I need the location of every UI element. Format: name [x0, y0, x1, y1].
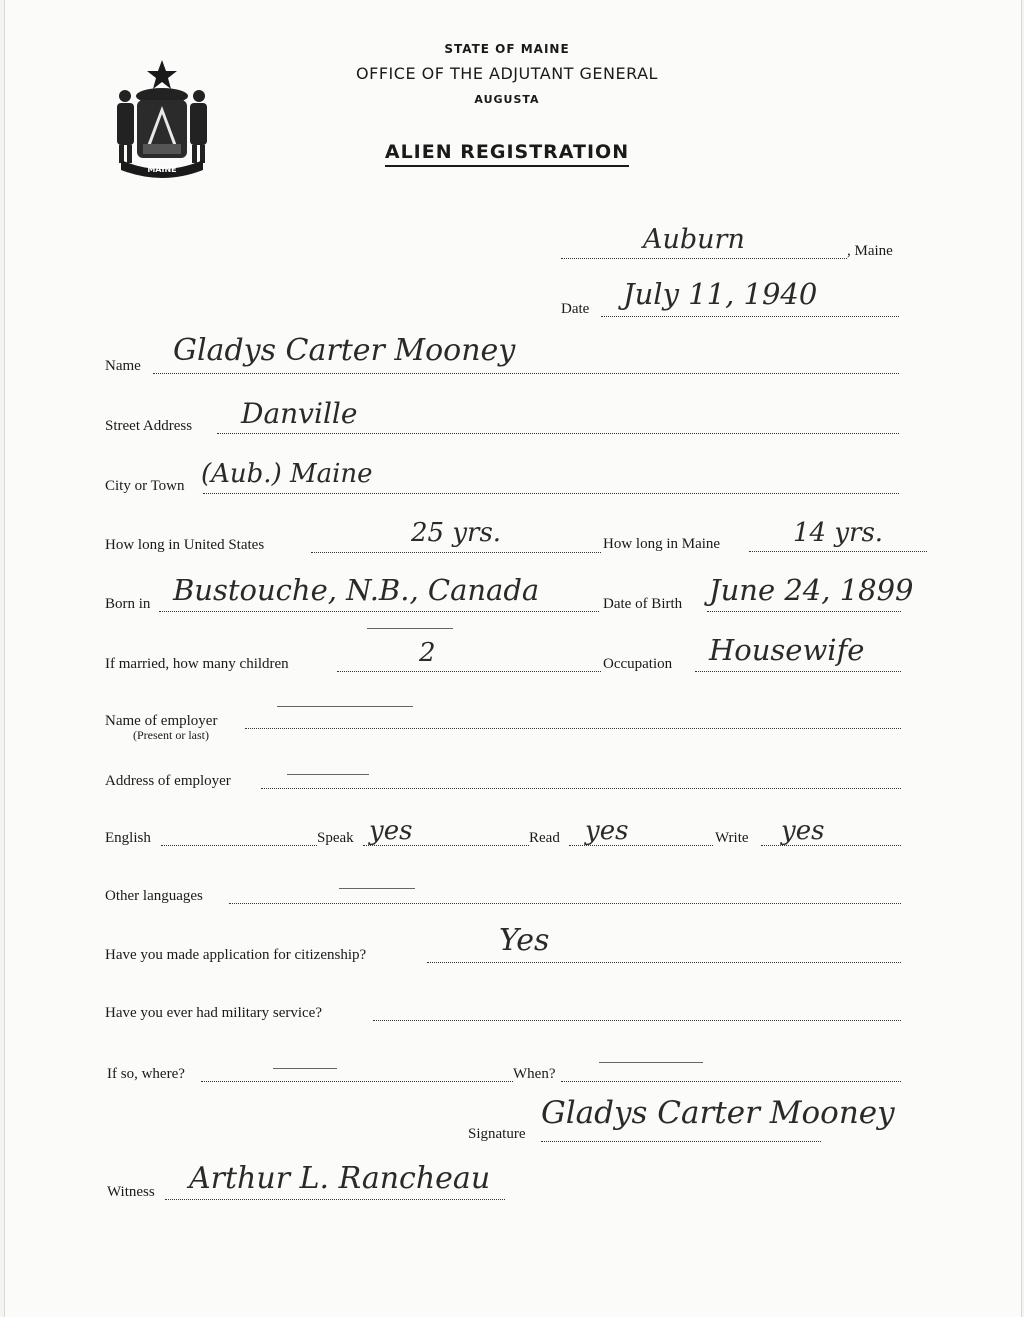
signature-label: Signature	[468, 1126, 526, 1142]
signature-value: Gladys Carter Mooney	[541, 1095, 895, 1131]
witness-value: Arthur L. Rancheau	[189, 1161, 491, 1196]
when-label: When?	[513, 1066, 556, 1082]
street-value: Danville	[241, 397, 358, 430]
where-label: If so, where?	[107, 1066, 185, 1082]
witness-label: Witness	[107, 1184, 155, 1200]
state-seal-icon	[107, 56, 217, 178]
dob-value: June 24, 1899	[709, 573, 914, 607]
employer-address-label: Address of employer	[105, 773, 231, 789]
employer-sublabel: (Present or last)	[133, 728, 209, 742]
dob-label: Date of Birth	[603, 596, 683, 612]
place-value: Auburn	[643, 224, 745, 255]
write-label: Write	[715, 830, 749, 846]
name-value: Gladys Carter Mooney	[173, 333, 516, 368]
header-state: STATE OF MAINE	[444, 42, 570, 56]
citizenship-value: Yes	[499, 923, 550, 958]
street-label: Street Address	[105, 418, 193, 434]
citizenship-label: Have you made application for citizenship?	[105, 947, 367, 963]
form-page	[4, 0, 1022, 1317]
speak-label: Speak	[317, 830, 354, 846]
city-value: (Aub.) Maine	[201, 459, 373, 489]
read-label: Read	[529, 830, 560, 846]
english-label: English	[105, 830, 151, 846]
city-label: City or Town	[105, 478, 185, 494]
military-label: Have you ever had military service?	[105, 1005, 322, 1021]
seal-lettering: MAINE	[147, 165, 177, 174]
years-maine-value: 14 yrs.	[793, 518, 884, 548]
write-value: yes	[781, 816, 825, 846]
speak-value: yes	[369, 816, 413, 846]
name-label: Name	[105, 358, 141, 374]
place-suffix: , Maine	[847, 243, 893, 259]
years-us-value: 25 yrs.	[411, 518, 502, 548]
form-title	[305, 141, 709, 163]
form-title-text: ALIEN REGISTRATION	[385, 141, 629, 167]
years-maine-label: How long in Maine	[603, 536, 721, 552]
header-city: AUGUSTA	[474, 93, 540, 106]
years-us-label: How long in United States	[105, 537, 265, 553]
employer-label: Name of employer	[105, 713, 218, 729]
children-label: If married, how many children	[105, 656, 289, 672]
other-languages-label: Other languages	[105, 888, 203, 904]
date-value: July 11, 1940	[623, 277, 818, 311]
born-label: Born in	[105, 596, 151, 612]
date-label: Date	[561, 301, 590, 317]
occupation-value: Housewife	[709, 633, 865, 667]
read-value: yes	[585, 816, 629, 846]
children-value: 2	[419, 638, 436, 668]
header-office: OFFICE OF THE ADJUTANT GENERAL	[356, 64, 658, 83]
born-value: Bustouche, N.B., Canada	[173, 573, 540, 607]
occupation-label: Occupation	[603, 656, 673, 672]
